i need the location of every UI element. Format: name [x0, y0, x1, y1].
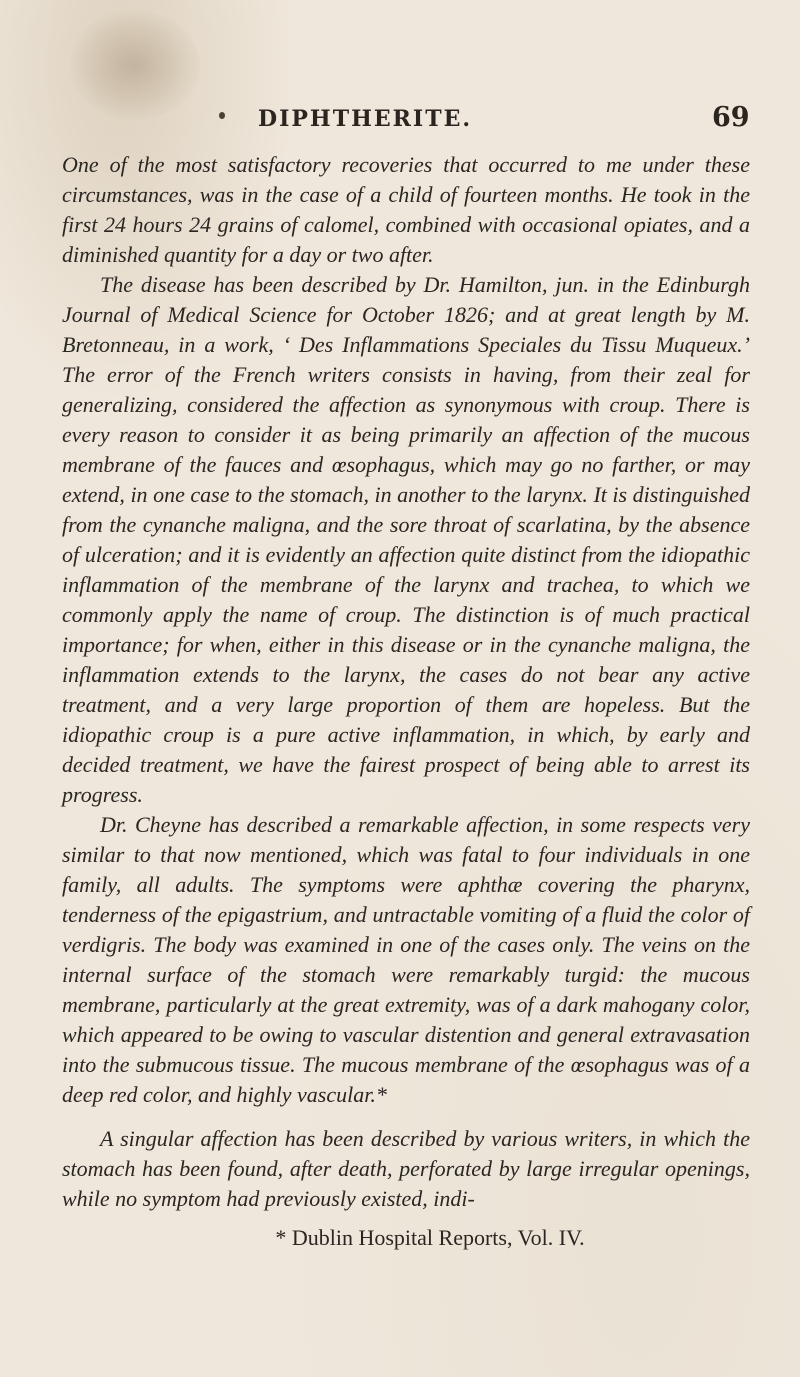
- paragraph-4: A singular affection has been described by various writers, in which the stomach has been found, after death, perforated by large irregular openings, while no symptom had previously existed, indi-: [62, 1126, 750, 1211]
- running-title: DIPHTHERITE.: [258, 106, 472, 132]
- paragraph-3: Dr. Cheyne has described a remarkable affection, in some respects very similar to that now mentioned, which was fatal to four individuals in one family, all adults. The symptoms were aphthæ covering the pharynx, tenderness of the epigastrium, and untractable vomiting of a fluid the color of verdigris. The body was examined in one of the cases only. The veins on the internal surface of the stomach were remarkably turgid: the mucous membrane, particularly at the great extremity, was of a dark mahogany color, which appeared to be owing to vascular distention and general extravasation into the submucous tissue. The mucous membrane of the œsophagus was of a deep red color, and highly vascular.*: [62, 812, 750, 1107]
- paragraph-2: The disease has been described by Dr. Hamilton, jun. in the Edinburgh Journal of Medical Science for October 1826; and at great length by M. Bretonneau, in a work, ‘ Des Inflammations Speciales du Tissu Muqueux.’ The error of the French writers consists in having, from their zeal for generalizing, considered the affection as synonymous with croup. There is every reason to consider it as being primarily an affection of the mucous membrane of the fauces and œsophagus, which may go no farther, or may extend, in one case to the stomach, in another to the larynx. It is distinguished from the cynanche maligna, and the sore throat of scarlatina, by the absence of ulceration; and it is evidently an affection quite distinct from the idiopathic inflammation of the membrane of the larynx and trachea, to which we commonly apply the name of croup. The distinction is of much practical importance; for when, either in this disease or in the cynanche maligna, the inflammation extends to the larynx, the cases do not bear any active treatment, and a very large proportion of them are hopeless. But the idiopathic croup is a pure active inflammation, in which, by early and decided treatment, we have the fairest prospect of being able to arrest its progress.: [62, 272, 750, 807]
- paragraph-1: One of the most satisfactory recoveries that occurred to me under these circumstances, was in the case of a child of fourteen months. He took in the first 24 hours 24 grains of calomel, combined with occasional opiates, and a diminished quantity for a day or two after.: [62, 152, 750, 267]
- footnote: [0, 1225, 800, 1251]
- footnote-text: * Dublin Hospital Reports, Vol. IV.: [275, 1225, 585, 1250]
- page-number: 69: [712, 102, 750, 133]
- page-header: [0, 102, 800, 142]
- body-text: [62, 150, 750, 1214]
- paper-stain: [70, 10, 200, 120]
